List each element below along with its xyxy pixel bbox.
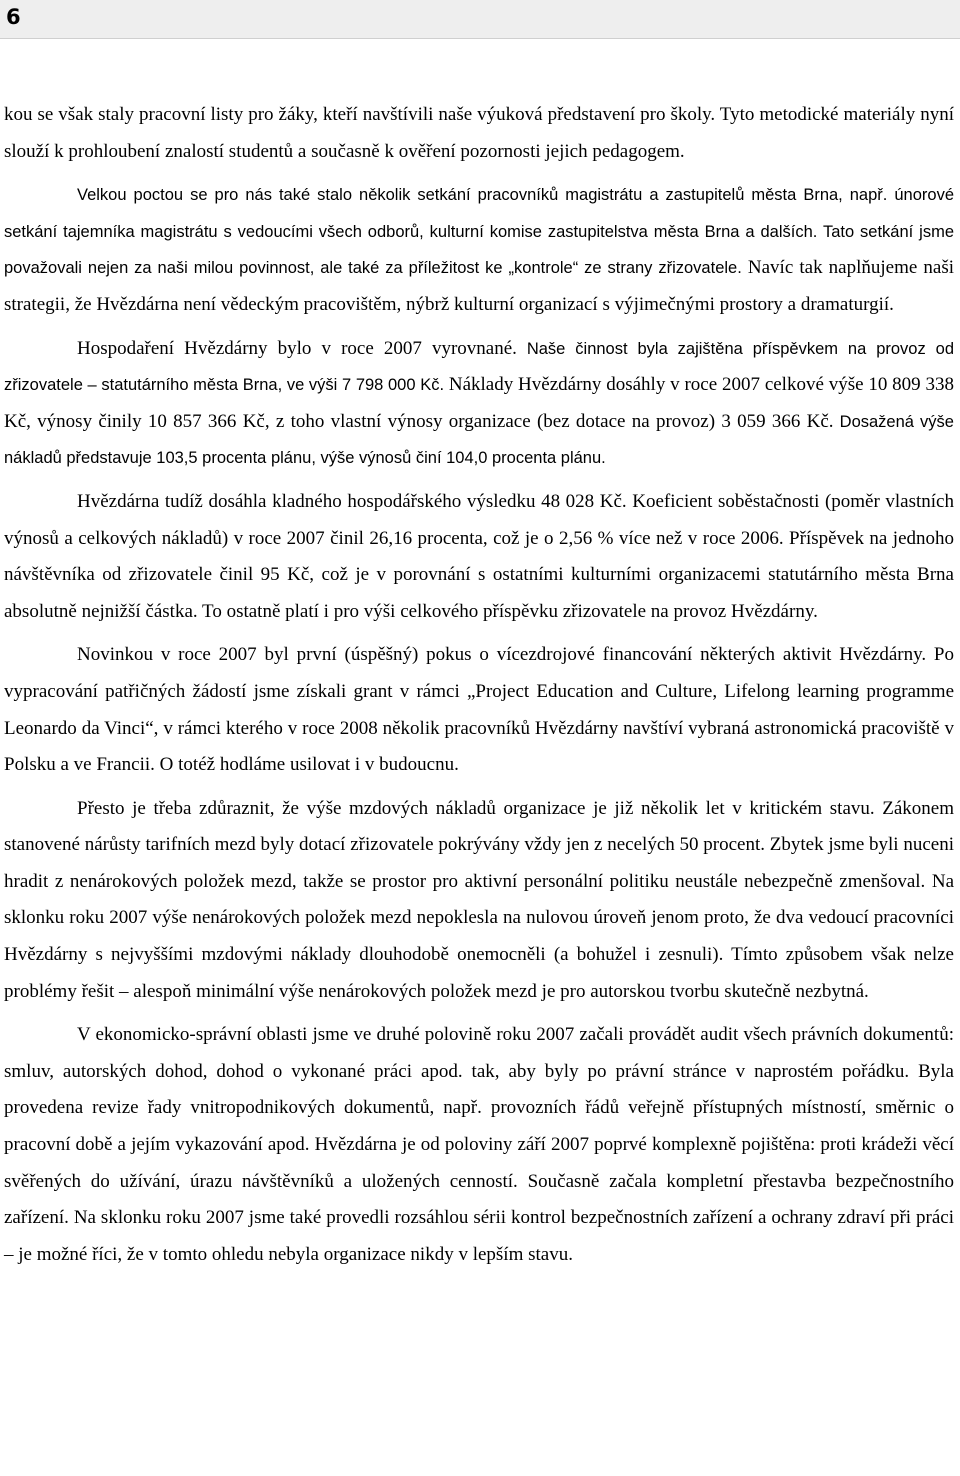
page-header-bar: [0, 0, 960, 39]
page-number: 6: [6, 5, 21, 29]
paragraph-segment: Hvězdárna tudíž dosáhla kladného hospodářského výsledku 48 028 Kč. Koeficient soběstačnosti (poměr vlastních výnosů a celkových nákladů) v roce 2007 činil 26,16 procenta, což je o 2,56 % více než v roce 2006. Příspěvek na jednoho návštěvníka od zřizovatele činil 95 Kč, což je v porovnání s ostatními kulturními organizacemi statutárního města Brna absolutně nejnižší částka. To ostatně platí i pro výši celkového příspěvku zřizovatele na provoz Hvězdárny.: [4, 490, 954, 622]
body-text: [4, 97, 954, 1273]
paragraph-segment: Náklady Hvězdárny dosáhly v roce 2007 celkové výše 10 809 338 Kč, výnosy činily 10 857 366 Kč, z toho vlastní výnosy organizace (bez dotace na provoz) 3 059 366 Kč.: [4, 374, 955, 432]
paragraph-3: [4, 331, 954, 477]
paragraph-4: [4, 484, 954, 630]
paragraph-segment: V ekonomicko-správní oblasti jsme ve druhé polovině roku 2007 začali provádět audit všech právních dokumentů: smluv, autorských dohod, dohod o vykonané práci apod. tak, aby byly po právní stránce v naprostém pořádku. Byla provedena revize řady vnitropodnikových dokumentů, např. provozních řádů veřejně přístupných místností, směrnic o pracovní době a jejím vykazování apod. Hvězdárna je od poloviny září 2007 poprvé komplexně pojištěna: proti krádeži věcí svěřených do užívání, úrazu návštěvníků a uložených cenností. Současně začala kompletní přestavba bezpečnostního zařízení. Na sklonku roku 2007 jsme také provedli rozsáhlou sérii kontrol bezpečnostních zařízení a ochrany zdraví při práci – je možné říci, že v tomto ohledu nebyla organizace nikdy v lepším stavu.: [4, 1024, 954, 1265]
paragraph-segment: Navíc tak naplňujeme naši strategii, že Hvězdárna není vědeckým pracovištěm, nýbrž kulturní organizací s výjimečnými prostory a dramaturgií.: [4, 257, 954, 315]
paragraph-2: [4, 177, 954, 323]
paragraph-6: [4, 791, 954, 1011]
paragraph-segment: Velkou poctou se pro nás také stalo několik setkání pracovníků magistrátu a zastupitelů města Brna, např. únorové setkání tajemníka magistrátu s vedoucími všech odborů, kulturní komise zastupitelstva města Brna a dalších. Tato setkání jsme považovali nejen za naši milou povinnost, ale také za příležitost ke „kontrole“ ze strany zřizovatele.: [4, 186, 954, 278]
paragraph-1: [4, 97, 954, 170]
paragraph-segment: kou se však staly pracovní listy pro žáky, kteří navštívili naše výuková představení pro školy. Tyto metodické materiály nyní slouží k prohloubení znalostí studentů a současně k ověření pozornosti jejich pedagogem.: [4, 104, 954, 162]
paragraph-segment: Dosažená výše nákladů představuje 103,5 procenta plánu, výše výnosů činí 104,0 procenta plánu.: [4, 412, 954, 468]
paragraph-7: [4, 1017, 954, 1273]
paragraph-segment: Hospodaření Hvězdárny bylo v roce 2007 vyrovnané.: [77, 337, 517, 359]
paragraph-segment: Přesto je třeba zdůraznit, že výše mzdových nákladů organizace je již několik let v kritickém stavu. Zákonem stanovené nárůsty tarifních mezd byly dotací zřizovatele pokrývány vždy jen z necelých 50 procent. Zbytek jsme byli nuceni hradit z nenárokových položek mezd, takže se prostor pro aktivní personální politiku neustále nebezpečně zmenšoval. Na sklonku roku 2007 výše nenárokových položek mezd nepoklesla na nulovou úroveň jenom proto, že dva vedoucí pracovníci Hvězdárny s nejvyššími mzdovými náklady dlouhodobě onemocněli (a bohužel i zesnuli). Tímto způsobem však nelze problémy řešit – alespoň minimální výše nenárokových položek mezd je pro autorskou tvorbu skutečně nezbytná.: [4, 797, 954, 1002]
paragraph-segment: Naše činnost byla zajištěna příspěvkem na provoz od zřizovatele – statutárního města Brna, ve výši 7 798 000 Kč.: [4, 339, 955, 395]
paragraph-segment: Novinkou v roce 2007 byl první (úspěšný) pokus o vícezdrojové financování některých aktivit Hvězdárny. Po vypracování patřičných žádostí jsme získali grant v rámci „Project Education and Culture, Lifelong learning programme Leonardo da Vinci“, v rámci kterého v roce 2008 několik pracovníků Hvězdárny navštíví vybraná astronomická pracoviště v Polsku a ve Francii. O totéž hodláme usilovat i v budoucnu.: [4, 644, 954, 776]
paragraph-5: [4, 637, 954, 783]
